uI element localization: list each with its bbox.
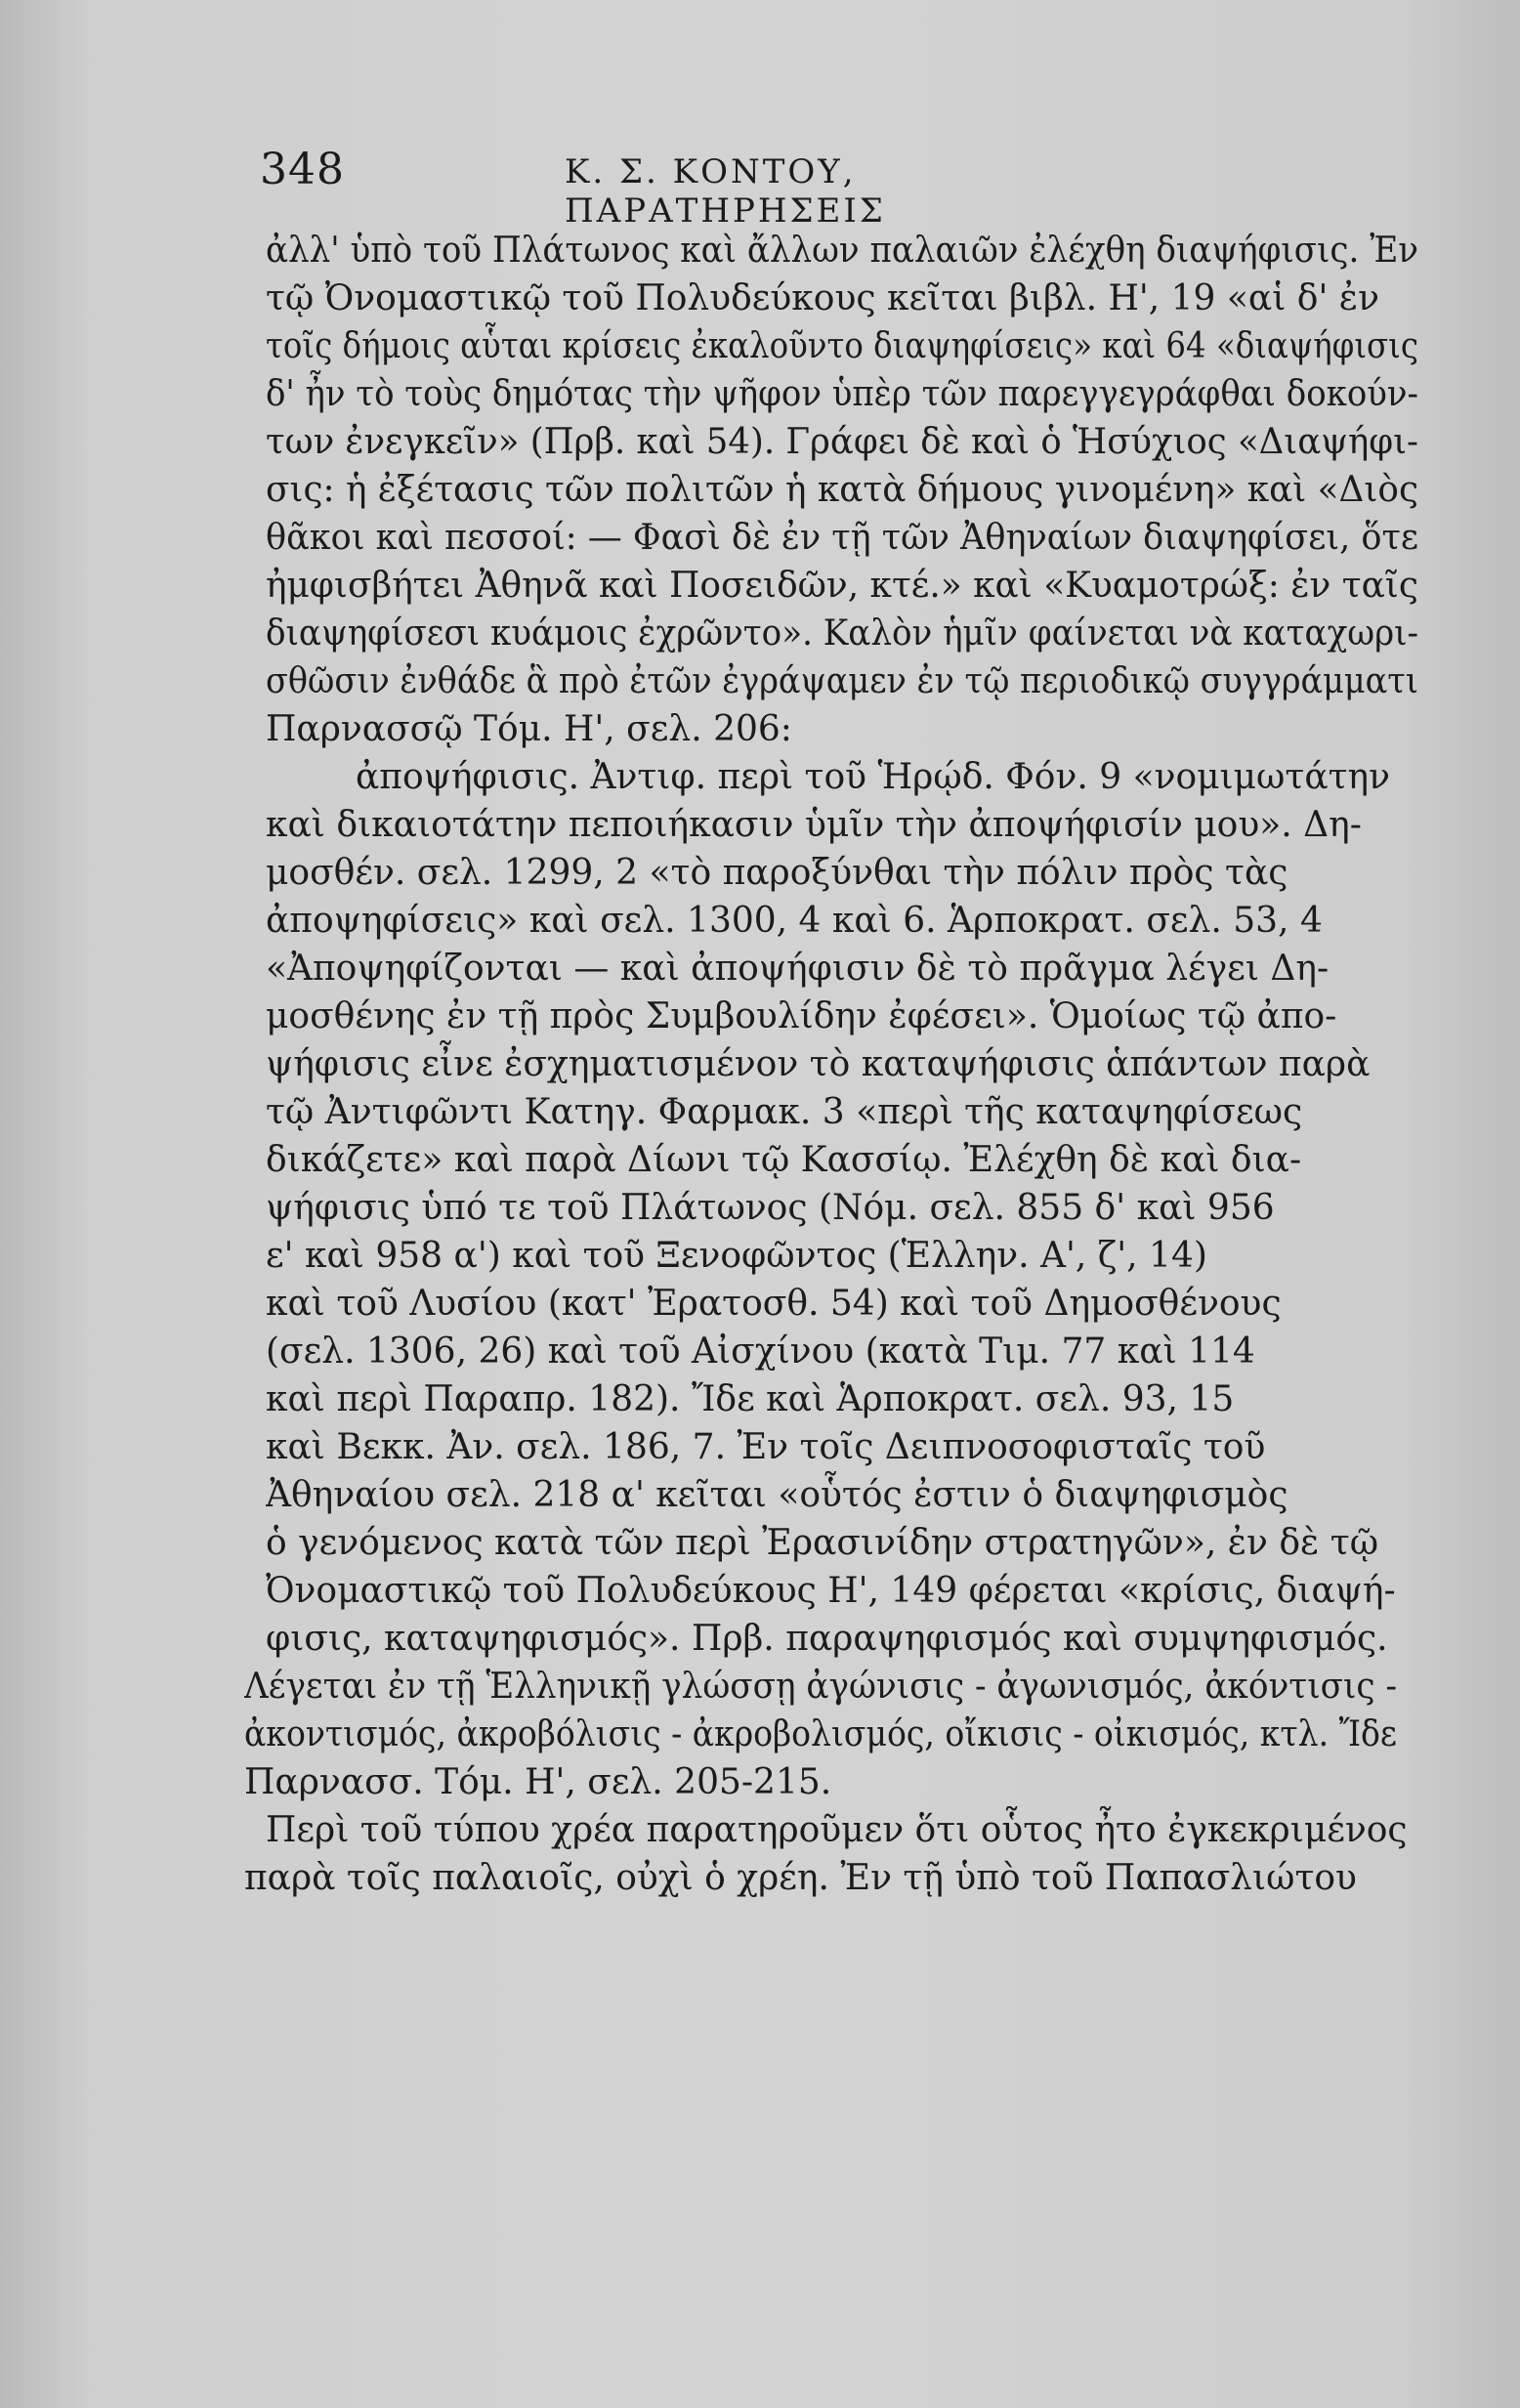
text-line: Παρνασσ. Τόμ. Η', σελ. 205-215. bbox=[244, 1762, 832, 1802]
text-line: ε' καὶ 958 α') καὶ τοῦ Ξενοφῶντος (Ἑλλην. Α', ζ', 14) bbox=[266, 1236, 1207, 1276]
text-line: καὶ Βεκκ. Ἀν. σελ. 186, 7. Ἐν τοῖς Δειπνοσοφισταῖς τοῦ bbox=[266, 1427, 1266, 1467]
text-line: σις: ἡ ἐξέτασις τῶν πολιτῶν ἡ κατὰ δήμους γινομένη» καὶ «Διὸς bbox=[266, 470, 1418, 510]
text-line: τῷ Ἀντιφῶντι Κατηγ. Φαρμακ. 3 «περὶ τῆς καταψηφίσεως bbox=[266, 1092, 1303, 1132]
text-line: Ἀθηναίου σελ. 218 α' κεῖται «οὗτός ἐστιν ὁ διαψηφισμὸς bbox=[266, 1475, 1288, 1515]
text-line: τῷ Ὀνομαστικῷ τοῦ Πολυδεύκους κεῖται βιβλ. Η', 19 «αἱ δ' ἐν bbox=[266, 278, 1379, 318]
text-line: ψήφισις ὑπό τε τοῦ Πλάτωνος (Νόμ. σελ. 855 δ' καὶ 956 bbox=[266, 1188, 1275, 1228]
text-line: ὁ γενόμενος κατὰ τῶν περὶ Ἐρασινίδην στρατηγῶν», ἐν δὲ τῷ bbox=[266, 1523, 1379, 1563]
text-line: «Ἀποψηφίζονται — καὶ ἀποψήφισιν δὲ τὸ πρᾶγμα λέγει Δη- bbox=[266, 949, 1330, 989]
text-line: σθῶσιν ἐνθάδε ἃ πρὸ ἐτῶν ἐγράψαμεν ἐν τῷ περιοδικῷ συγγράμματι bbox=[266, 661, 1418, 701]
text-line: καὶ δικαιοτάτην πεποιήκασιν ὑμῖν τὴν ἀποψήφισίν μου». Δη- bbox=[266, 805, 1362, 845]
text-line: ἀλλ' ὑπὸ τοῦ Πλάτωνος καὶ ἄλλων παλαιῶν ἐλέχθη διαψήφισις. Ἐν bbox=[266, 231, 1418, 271]
text-line: ψήφισις εἶνε ἐσχηματισμένον τὸ καταψήφισις ἁπάντων παρὰ bbox=[266, 1044, 1371, 1084]
text-line: καὶ τοῦ Λυσίου (κατ' Ἐρατοσθ. 54) καὶ τοῦ Δημοσθένους bbox=[266, 1284, 1282, 1324]
body-text bbox=[244, 227, 1418, 1902]
text-line: ἠμφισβήτει Ἀθηνᾶ καὶ Ποσειδῶν, κτέ.» καὶ «Κυαμοτρώξ: ἐν ταῖς bbox=[266, 566, 1418, 606]
text-line: δ' ἦν τὸ τοὺς δημότας τὴν ψῆφον ὑπὲρ τῶν παρεγγεγράφθαι δοκούν- bbox=[266, 374, 1418, 414]
running-head: Κ. Σ. ΚΟΝΤΟΥ, ΠΑΡΑΤΗΡΗΣΕΙΣ bbox=[565, 152, 886, 231]
text-line: τοῖς δήμοις αὗται κρίσεις ἐκαλοῦντο διαψηφίσεις» καὶ 64 «διαψήφισις bbox=[266, 326, 1418, 366]
text-line: δικάζετε» καὶ παρὰ Δίωνι τῷ Κασσίῳ. Ἐλέχθη δὲ καὶ δια- bbox=[266, 1140, 1302, 1180]
text-line: (σελ. 1306, 26) καὶ τοῦ Αἰσχίνου (κατὰ Τιμ. 77 καὶ 114 bbox=[266, 1331, 1255, 1372]
text-line: καὶ περὶ Παραπρ. 182). Ἴδε καὶ Ἁρποκρατ. σελ. 93, 15 bbox=[266, 1379, 1235, 1419]
text-line: θᾶκοι καὶ πεσσοί: — Φασὶ δὲ ἐν τῇ τῶν Ἀθηναίων διαψηφίσει, ὅτε bbox=[266, 518, 1418, 558]
text-line: διαψηφίσεσι κυάμοις ἐχρῶντο». Καλὸν ἡμῖν φαίνεται νὰ καταχωρι- bbox=[266, 613, 1418, 654]
text-line: Ὀνομαστικῷ τοῦ Πολυδεύκους Η', 149 φέρεται «κρίσις, διαψή- bbox=[266, 1571, 1396, 1611]
text-line: Λέγεται ἐν τῇ Ἑλληνικῇ γλώσσῃ ἀγώνισις - ἀγωνισμός, ἀκόντισις - bbox=[244, 1667, 1398, 1707]
text-line: Περὶ τοῦ τύπου χρέα παρατηροῦμεν ὅτι οὗτος ἦτο ἐγκεκριμένος bbox=[266, 1810, 1408, 1850]
text-line: Παρνασσῷ Τόμ. Η', σελ. 206: bbox=[266, 709, 792, 749]
text-line: φισις, καταψηφισμός». Πρβ. παραψηφισμός καὶ συμψηφισμός. bbox=[266, 1619, 1388, 1659]
page-header bbox=[252, 135, 1092, 231]
text-line: μοσθέν. σελ. 1299, 2 «τὸ παροξύνθαι τὴν πόλιν πρὸς τὰς bbox=[266, 853, 1288, 893]
text-line: ἀκοντισμός, ἀκροβόλισις - ἀκροβολισμός, οἴκισις - οἰκισμός, κτλ. Ἴδε bbox=[244, 1714, 1398, 1754]
text-line: ἀποψήφισις. Ἀντιφ. περὶ τοῦ Ἡρῴδ. Φόν. 9 «νομιμωτάτην bbox=[356, 757, 1391, 797]
text-line: μοσθένης ἐν τῇ πρὸς Συμβουλίδην ἐφέσει». Ὁμοίως τῷ ἀπο- bbox=[266, 996, 1337, 1036]
text-line: των ἐνεγκεῖν» (Πρβ. καὶ 54). Γράφει δὲ καὶ ὁ Ἡσύχιος «Διαψήφι- bbox=[266, 422, 1418, 462]
text-line: ἀποψηφίσεις» καὶ σελ. 1300, 4 καὶ 6. Ἁρποκρατ. σελ. 53, 4 bbox=[266, 901, 1323, 941]
text-line: παρὰ τοῖς παλαιοῖς, οὐχὶ ὁ χρέη. Ἐν τῇ ὑπὸ τοῦ Παπασλιώτου bbox=[244, 1858, 1357, 1898]
page-number: 348 bbox=[260, 145, 345, 194]
